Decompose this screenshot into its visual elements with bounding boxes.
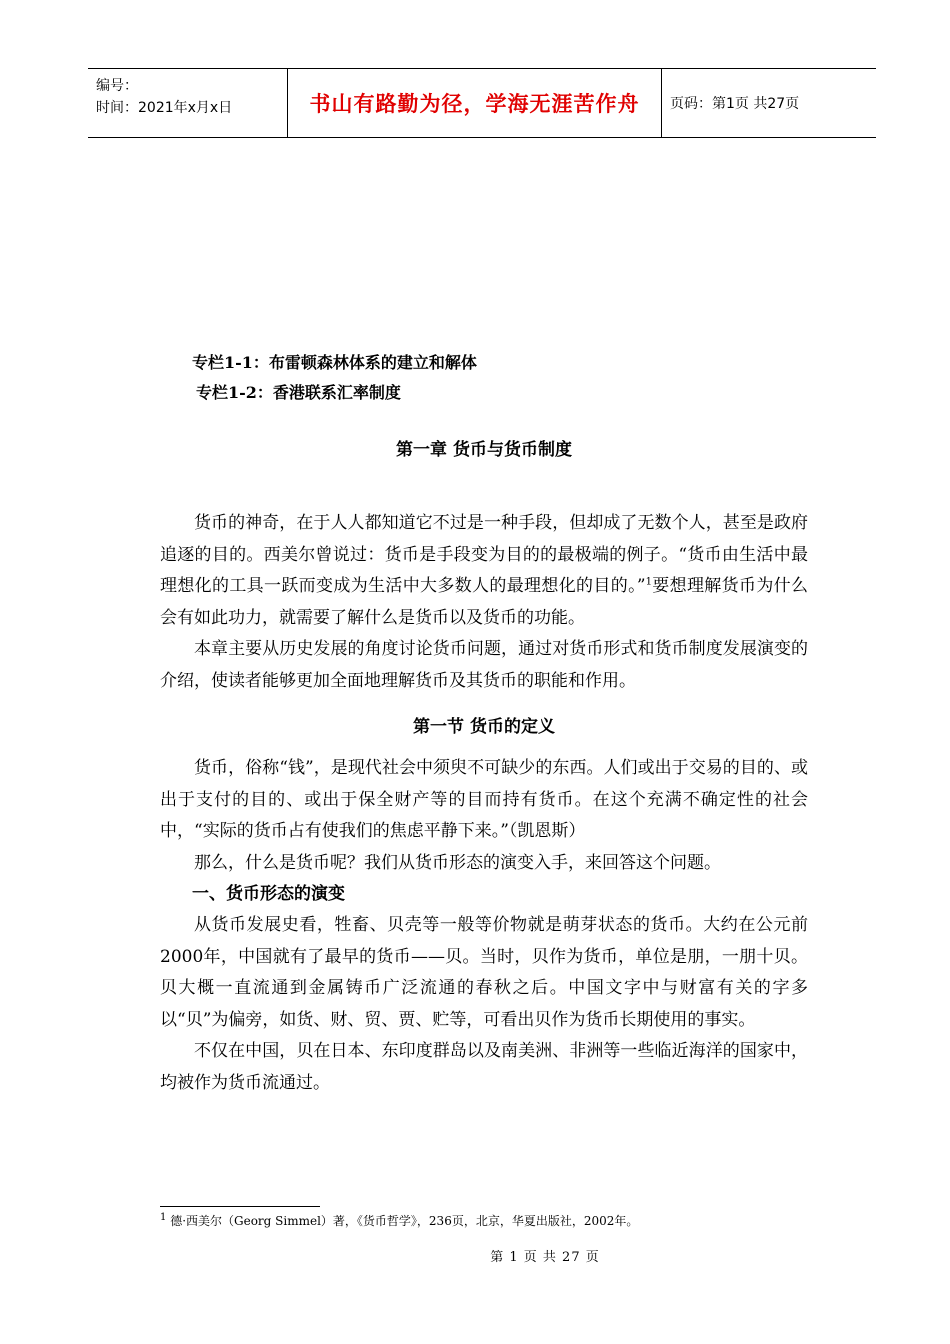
section-paragraph-4: 不仅在中国，贝在日本、东印度群岛以及南美洲、非洲等一些临近海洋的国家中，均被作为货币流通过。 — [160, 1041, 808, 1093]
intro-text-a: 货币的神奇，在于人人都知道它不过是一种手段，但却成了无数个人，甚至是政府追逐的目的。西美尔曾说过：货币是手段变为目的的最极端的例子。“货币由生活中最理想化的工具一跃而变成为生活中大多数人的最理想化的目的。” — [160, 513, 808, 596]
sidebar-item-1-2: 专栏1-2：香港联系汇率制度 — [196, 383, 401, 402]
section-paragraph-3: 从货币发展史看，牲畜、贝壳等一般等价物就是萌芽状态的货币。大约在公元前2000年，中国就有了最早的货币——贝。当时，贝作为货币，单位是朋，一朋十贝。贝大概一直流通到金属铸币广泛流通的春秋之后。中国文字中与财富有关的字多以“贝”为偏旁，如货、财、贸、贾、贮等，可看出贝作为货币长期使用的事实。 — [160, 915, 808, 1030]
section-paragraph-1: 货币，俗称“钱”，是现代社会中须臾不可缺少的东西。人们或出于交易的目的、或出于支付的目的、或出于保全财产等的目而持有货币。在这个充满不确定性的社会中，“实际的货币占有使我们的焦虑平静下来。”（凯恩斯） — [160, 758, 808, 841]
footnote-divider — [160, 1206, 320, 1207]
page-number: 第 1 页 共 27 页 — [490, 1250, 600, 1265]
section-title: 第一节 货币的定义 — [413, 717, 555, 737]
intro-paragraph-2: 本章主要从历史发展的角度讨论货币问题，通过对货币形式和货币制度发展演变的介绍，使读者能够更加全面地理解货币及其货币的职能和作用。 — [160, 639, 808, 691]
subsection-title: 一、货币形态的演变 — [192, 884, 345, 904]
document-header — [88, 68, 876, 138]
chapter-title: 第一章 货币与货币制度 — [396, 440, 572, 460]
sidebar-list — [192, 348, 477, 408]
time-label: 时间：2021年x月x日 — [96, 100, 233, 116]
footnote-reference: 1 — [645, 576, 652, 588]
intro-paragraph-1 — [160, 508, 808, 634]
main-content — [160, 430, 808, 1099]
intro-text-b: 要想理解货币为什么会有如此功力，就需要了解什么是货币以及货币的功能。 — [160, 576, 808, 628]
section-paragraph-2: 那么，什么是货币呢？我们从货币形态的演变入手，来回答这个问题。 — [194, 852, 721, 873]
header-page-info-cell — [662, 69, 876, 137]
footnote-text: 德·西美尔（Georg Simmel）著，《货币哲学》，236页，北京，华夏出版社，2002年。 — [170, 1214, 639, 1228]
motto: 书山有路勤为径，学海无涯苦作舟 — [309, 92, 640, 116]
page-info: 页码：第1页 共27页 — [670, 96, 800, 112]
footnote — [160, 1212, 638, 1230]
footnote-mark: 1 — [160, 1212, 167, 1223]
header-motto-cell — [287, 69, 662, 137]
header-meta — [88, 69, 287, 137]
number-label: 编号： — [96, 78, 138, 94]
page-footer — [0, 1246, 950, 1265]
sidebar-item-1-1: 专栏1-1：布雷顿森林体系的建立和解体 — [192, 353, 477, 372]
